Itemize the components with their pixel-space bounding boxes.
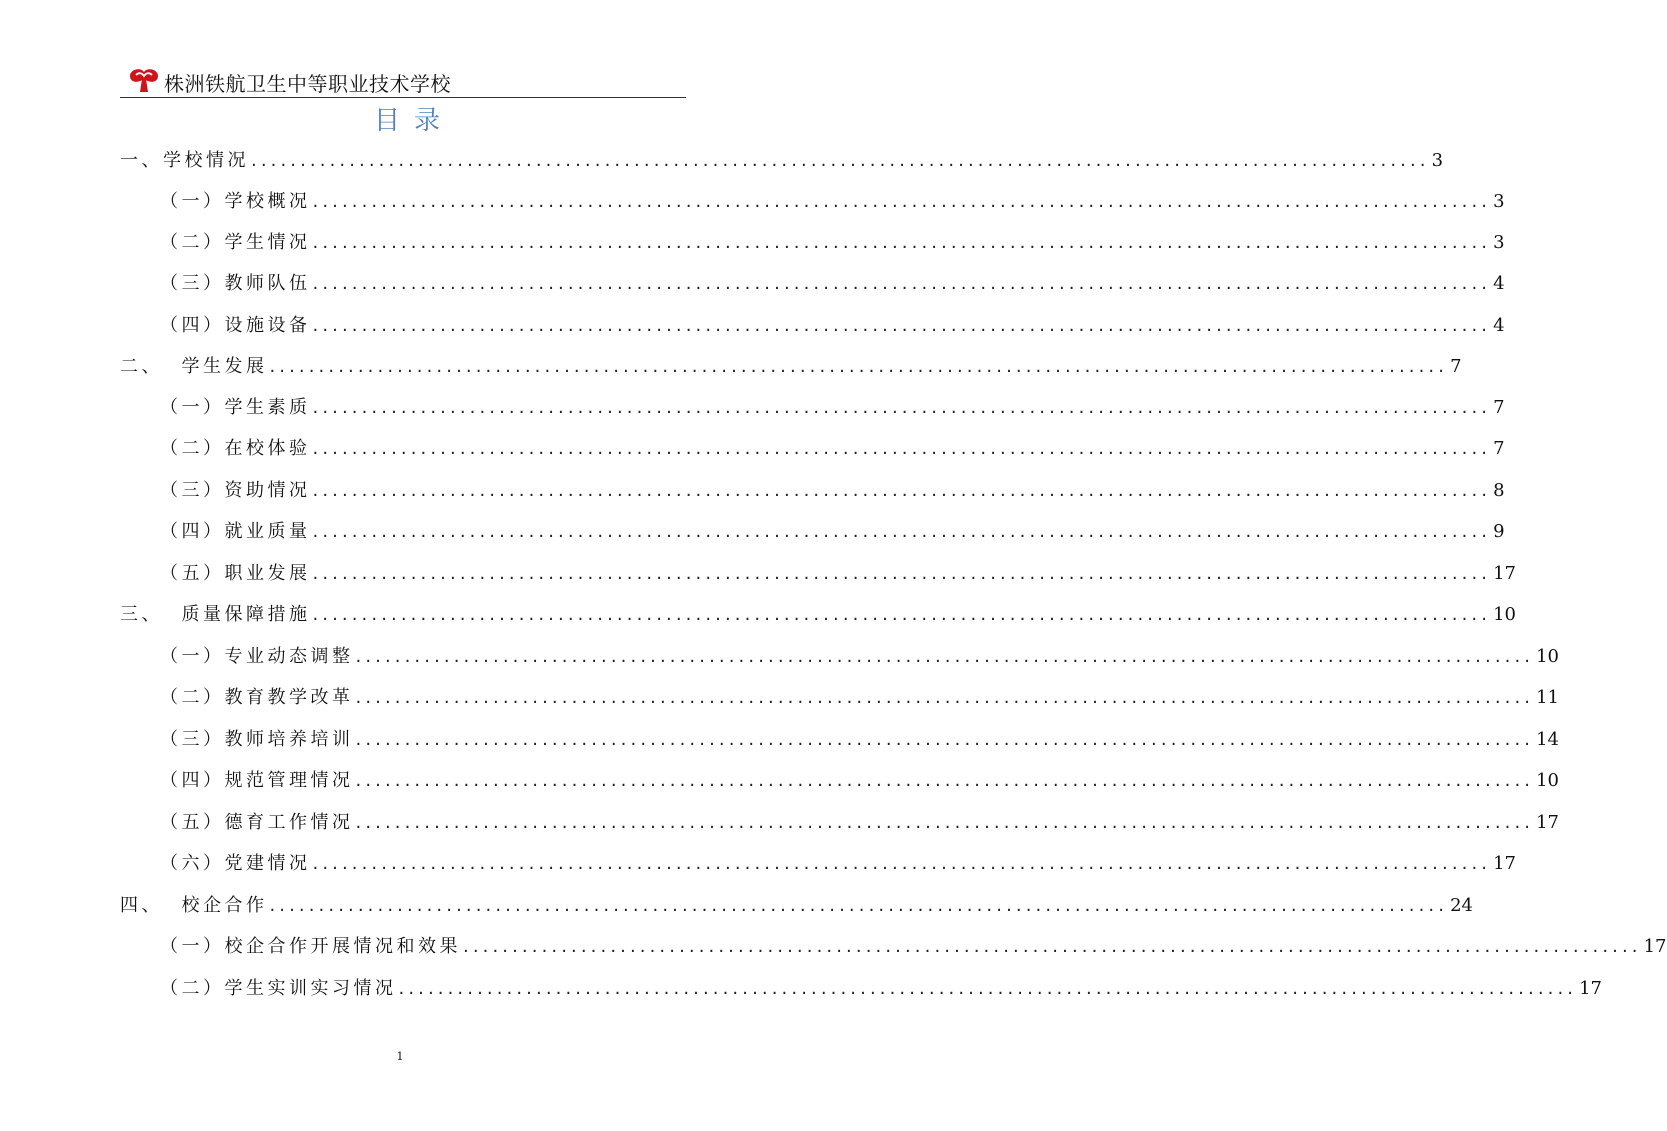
toc-entry-page: 17 bbox=[1536, 812, 1560, 833]
toc-entry-page: 3 bbox=[1493, 232, 1505, 253]
toc-subsection-entry[interactable] bbox=[160, 269, 1505, 295]
toc-dot-leader: ........................................................................................................................ bbox=[355, 770, 1535, 791]
toc-entry-label: （四）设施设备 bbox=[160, 315, 311, 336]
toc-entry-page: 17 bbox=[1493, 563, 1517, 584]
toc-dot-leader: ........................................................................................................................ bbox=[398, 978, 1578, 999]
toc-section-entry[interactable] bbox=[120, 600, 1516, 626]
toc-subsection-entry[interactable] bbox=[160, 434, 1505, 460]
toc-entry-page: 4 bbox=[1493, 315, 1505, 336]
toc-dot-leader: ........................................................................................................................ bbox=[312, 232, 1492, 253]
toc-entry-label: 一、学校情况 bbox=[120, 150, 249, 171]
toc-dot-leader: ........................................................................................................................ bbox=[355, 729, 1535, 750]
toc-entry-page: 8 bbox=[1493, 480, 1505, 501]
toc-entry-label: （六）党建情况 bbox=[160, 853, 311, 874]
toc-dot-leader: ........................................................................................................................ bbox=[312, 397, 1492, 418]
toc-title: 目录 bbox=[373, 106, 454, 136]
toc-entry-label: （二）教育教学改革 bbox=[160, 687, 354, 708]
page-number: 1 bbox=[396, 1050, 404, 1063]
toc-entry-label: （三）资助情况 bbox=[160, 480, 311, 501]
toc-entry-label: （一）专业动态调整 bbox=[160, 646, 354, 667]
toc-entry-label: （二）在校体验 bbox=[160, 438, 311, 459]
toc-entry-page: 17 bbox=[1493, 853, 1517, 874]
toc-entry-page: 11 bbox=[1536, 687, 1560, 708]
toc-subsection-entry[interactable] bbox=[160, 228, 1505, 254]
toc-subsection-entry[interactable] bbox=[160, 517, 1505, 543]
toc-entry-label: （四）就业质量 bbox=[160, 521, 311, 542]
toc-dot-leader: ........................................................................................................................ bbox=[463, 936, 1642, 957]
toc-entry-label: （二）学生实训实习情况 bbox=[160, 978, 397, 999]
toc-entry-page: 7 bbox=[1450, 356, 1462, 377]
toc-entry-page: 3 bbox=[1493, 191, 1505, 212]
toc-dot-leader: ........................................................................................................................ bbox=[269, 356, 1449, 377]
toc-subsection-entry[interactable] bbox=[160, 311, 1505, 337]
toc-entry-page: 10 bbox=[1536, 646, 1560, 667]
toc-entry-page: 7 bbox=[1493, 438, 1505, 459]
toc-dot-leader: ........................................................................................................................ bbox=[312, 521, 1492, 542]
toc-entry-page: 17 bbox=[1643, 936, 1667, 957]
toc-section-entry[interactable] bbox=[120, 352, 1462, 378]
toc-subsection-entry[interactable] bbox=[160, 642, 1560, 668]
toc-entry-page: 3 bbox=[1431, 150, 1444, 171]
toc-dot-leader: ........................................................................................................................ bbox=[312, 438, 1492, 459]
toc-dot-leader: ........................................................................................................................ bbox=[312, 604, 1492, 625]
toc-subsection-entry[interactable] bbox=[160, 683, 1560, 709]
toc-entry-page: 9 bbox=[1493, 521, 1505, 542]
toc-subsection-entry[interactable] bbox=[160, 476, 1505, 502]
toc-entry-label: （一）学校概况 bbox=[160, 191, 311, 212]
toc-dot-leader: ........................................................................................................................ bbox=[355, 687, 1535, 708]
toc-dot-leader: ........................................................................................................................ bbox=[355, 646, 1535, 667]
toc-section-entry[interactable] bbox=[120, 146, 1444, 172]
toc-subsection-entry[interactable] bbox=[160, 766, 1560, 792]
toc-subsection-entry[interactable] bbox=[160, 974, 1603, 1000]
toc-subsection-entry[interactable] bbox=[160, 187, 1505, 213]
toc-entry-label: （三）教师队伍 bbox=[160, 273, 311, 294]
toc-dot-leader: ........................................................................................................................ bbox=[312, 853, 1492, 874]
toc-subsection-entry[interactable] bbox=[160, 849, 1517, 875]
toc-entry-page: 24 bbox=[1450, 895, 1473, 916]
document-header bbox=[122, 64, 686, 96]
toc-dot-leader: ........................................................................................................................ bbox=[269, 895, 1449, 916]
toc-subsection-entry[interactable] bbox=[160, 393, 1505, 419]
toc-entry-label: 二、 学生发展 bbox=[120, 356, 268, 377]
school-logo-icon bbox=[127, 66, 161, 94]
toc-subsection-entry[interactable] bbox=[160, 725, 1560, 751]
school-name: 株洲铁航卫生中等职业技术学校 bbox=[164, 72, 451, 96]
toc-entry-label: （五）职业发展 bbox=[160, 563, 311, 584]
toc-entry-label: （一）校企合作开展情况和效果 bbox=[160, 936, 461, 957]
toc-entry-page: 14 bbox=[1536, 729, 1560, 750]
toc-dot-leader: ........................................................................................................................ bbox=[312, 563, 1492, 584]
toc-entry-label: （四）规范管理情况 bbox=[160, 770, 354, 791]
toc-subsection-entry[interactable] bbox=[160, 932, 1667, 958]
toc-entry-page: 17 bbox=[1579, 978, 1603, 999]
toc-entry-page: 7 bbox=[1493, 397, 1505, 418]
toc-dot-leader: ........................................................................................................................ bbox=[312, 480, 1492, 501]
toc-dot-leader: ........................................................................................................................ bbox=[312, 273, 1492, 294]
toc-entry-page: 10 bbox=[1536, 770, 1560, 791]
toc-entry-label: （二）学生情况 bbox=[160, 232, 311, 253]
toc-entry-label: （一）学生素质 bbox=[160, 397, 311, 418]
toc-entry-label: 三、 质量保障措施 bbox=[120, 604, 311, 625]
toc-entry-label: （五）德育工作情况 bbox=[160, 812, 354, 833]
toc-dot-leader: ........................................................................................................................ bbox=[312, 315, 1492, 336]
toc-dot-leader: ........................................................................................................................ bbox=[355, 812, 1535, 833]
toc-entry-label: 四、 校企合作 bbox=[120, 895, 268, 916]
toc-subsection-entry[interactable] bbox=[160, 559, 1517, 585]
toc-entry-label: （三）教师培养培训 bbox=[160, 729, 354, 750]
toc-dot-leader: ........................................................................................................................ bbox=[312, 191, 1492, 212]
toc-entry-page: 4 bbox=[1493, 273, 1505, 294]
toc-dot-leader: ........................................................................................................................ bbox=[251, 150, 1430, 171]
toc-entry-page: 10 bbox=[1493, 604, 1516, 625]
toc-subsection-entry[interactable] bbox=[160, 808, 1560, 834]
header-rule bbox=[120, 97, 686, 98]
toc-section-entry[interactable] bbox=[120, 891, 1473, 917]
